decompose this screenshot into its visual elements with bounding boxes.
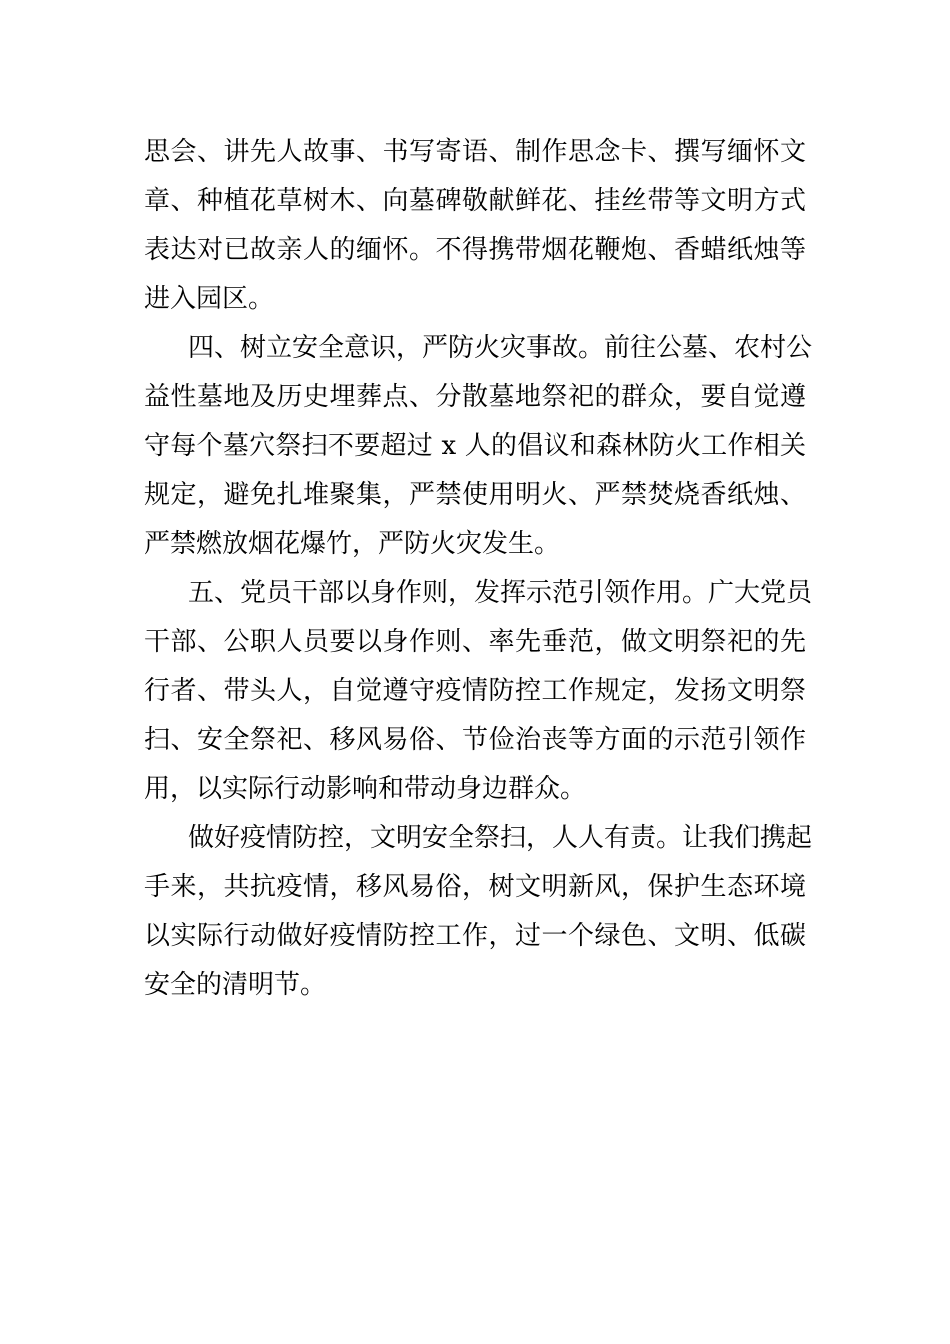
text-line: 安全的清明节。 [144, 970, 327, 1000]
text-line: 守每个墓穴祭扫不要超过 x 人的倡议和森林防火工作相关 [144, 431, 806, 461]
paragraph-continued [144, 128, 806, 324]
text-line: 严禁燃放烟花爆竹，严防火灾发生。 [144, 529, 561, 559]
text-line: 以实际行动做好疫情防控工作，过一个绿色、文明、低碳 [144, 921, 806, 951]
text-line: 规定，避免扎堆聚集，严禁使用明火、严禁焚烧香纸烛、 [144, 480, 806, 510]
text-line: 章、种植花草树木、向墓碑敬献鲜花、挂丝带等文明方式 [144, 186, 806, 216]
text-line: 行者、带头人，自觉遵守疫情防控工作规定，发扬文明祭 [144, 676, 806, 706]
text-line: 扫、安全祭祀、移风易俗、节俭治丧等方面的示范引领作 [144, 725, 806, 755]
text-line: 用，以实际行动影响和带动身边群众。 [144, 774, 587, 804]
text-line: 进入园区。 [144, 284, 275, 314]
paragraph-fire-safety [144, 324, 813, 569]
text-line: 五、党员干部以身作则，发挥示范引领作用。广大党员 [188, 578, 813, 608]
text-line: 干部、公职人员要以身作则、率先垂范，做文明祭祀的先 [144, 627, 806, 657]
text-line: 思会、讲先人故事、书写寄语、制作思念卡、撰写缅怀文 [144, 137, 806, 167]
paragraph-party-members [144, 569, 813, 814]
paragraph-closing [144, 814, 813, 1010]
text-line: 表达对已故亲人的缅怀。不得携带烟花鞭炮、香蜡纸烛等 [144, 235, 806, 265]
text-line: 四、树立安全意识，严防火灾事故。前往公墓、农村公 [188, 333, 813, 363]
text-line: 益性墓地及历史埋葬点、分散墓地祭祀的群众，要自觉遵 [144, 382, 806, 412]
text-line: 手来，共抗疫情，移风易俗，树文明新风，保护生态环境 [144, 872, 806, 902]
document-body [144, 128, 813, 1010]
text-line: 做好疫情防控，文明安全祭扫，人人有责。让我们携起 [188, 823, 813, 853]
